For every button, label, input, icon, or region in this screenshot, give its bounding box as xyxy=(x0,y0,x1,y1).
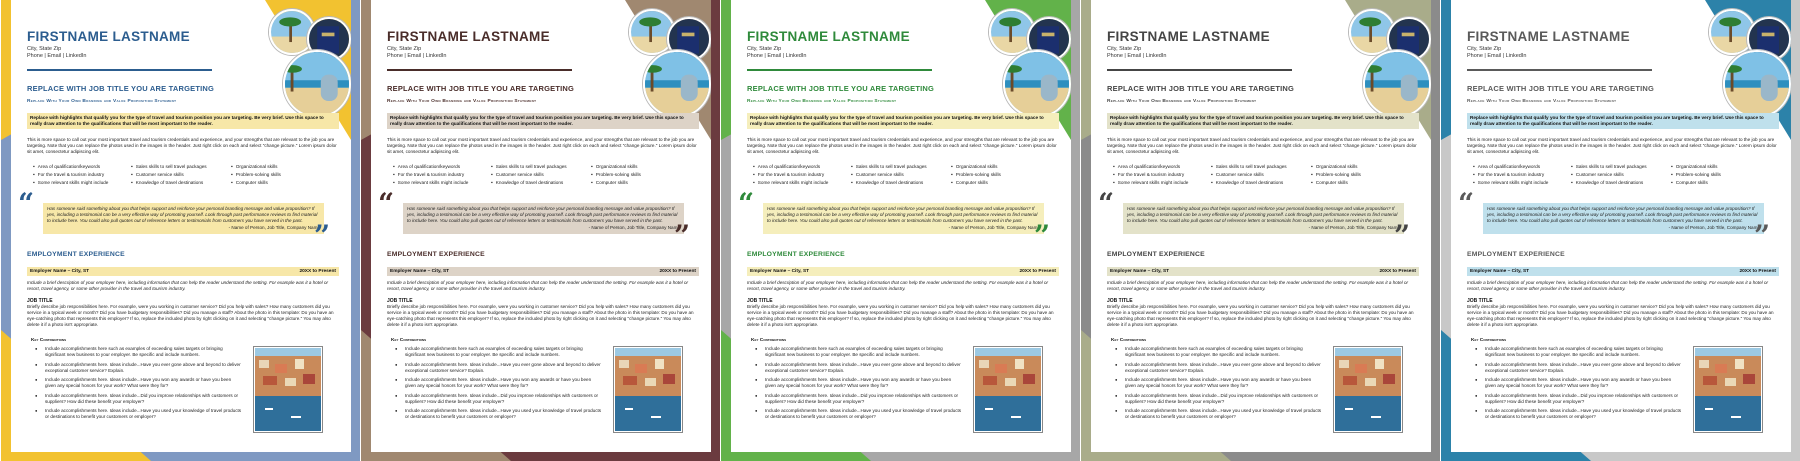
skill-item: ▪ Customer service skills xyxy=(131,171,241,179)
resume-variant[interactable] xyxy=(1081,0,1440,461)
links-line: Phone | Email | LinkedIn xyxy=(747,53,807,59)
skill-item: ▪ Area of qualification/keywords xyxy=(1473,163,1583,171)
skill-item: ▪ Customer service skills xyxy=(1211,171,1321,179)
candidate-name: FIRSTNAME LASTNAME xyxy=(747,29,910,44)
skill-item: ▪ Organizational skills xyxy=(1671,163,1781,171)
accomplishment-item: ● Include accomplishments here such as examples of exceeding sales targets or bringing significant new business to your employer. Be specific and include numbers. xyxy=(33,346,243,358)
testimonial-attribution: - Name of Person, Job Title, Company Name xyxy=(948,224,1040,230)
employer-name: Employer Name – City, ST xyxy=(1470,269,1530,274)
harbor-town-photo[interactable] xyxy=(613,346,683,433)
employment-dates: 20XX to Present xyxy=(1019,269,1056,274)
testimonial-box xyxy=(43,203,324,234)
employment-dates: 20XX to Present xyxy=(1379,269,1416,274)
accomplishment-item: ● Include accomplishments here. Ideas include...Have you ever gone above and beyond to deliver exceptional customer service? Explain. xyxy=(33,362,243,374)
accomplishment-item: ● Include accomplishments here. Ideas include...Did you improve relationships with customers or suppliers? How did these benefit your employer? xyxy=(1473,393,1683,405)
accomplishment-item: ● Include accomplishments here. Ideas include...Have you won any awards or have you been given any special honors for your work? What were they for? xyxy=(1113,377,1323,389)
skill-item: ▪ Organizational skills xyxy=(1311,163,1421,171)
skills-column xyxy=(753,163,863,188)
skill-item: ▪ Computer skills xyxy=(1311,179,1421,187)
skill-item: ▪ Organizational skills xyxy=(231,163,341,171)
accomplishment-item: ● Include accomplishments here. Ideas include...Did you improve relationships with customers or suppliers? How did these benefit your employer? xyxy=(393,393,603,405)
skill-item: ▪ Area of qualification/keywords xyxy=(393,163,503,171)
target-job-title: REPLACE WITH JOB TITLE YOU ARE TARGETING xyxy=(27,84,215,93)
skill-item: ▪ Organizational skills xyxy=(591,163,701,171)
accomplishment-item: ● Include accomplishments here. Ideas include...Did you improve relationships with customers or suppliers? How did these benefit your employer? xyxy=(753,393,963,405)
testimonial-text: Has someone said something about you that helps support and reinforce your personal branding message and value proposition? If yes, including a testimonial can be a very effective way of promoting yourself. Look through past performance reviews to find material to include here. You could also pull quotes out of reference letters or testimonials from customers you have served in the past. xyxy=(407,206,678,223)
skills-column xyxy=(851,163,961,188)
skill-item: ▪ Some relevant skills might include xyxy=(393,179,503,187)
open-quote-mark: “ xyxy=(738,187,755,220)
skill-item: ▪ Problem-solving skills xyxy=(231,171,341,179)
beach-vase-photo[interactable] xyxy=(1363,50,1431,118)
role-title: JOB TITLE xyxy=(27,298,53,304)
skill-item: ▪ Knowledge of travel destinations xyxy=(131,179,241,187)
experience-heading: EMPLOYMENT EXPERIENCE xyxy=(1467,251,1565,258)
beach-vase-photo[interactable] xyxy=(1003,50,1071,118)
skills-column xyxy=(591,163,701,188)
employment-dates: 20XX to Present xyxy=(299,269,336,274)
key-contributions-heading: Key Contributions xyxy=(751,338,787,343)
skill-item: ▪ Area of qualification/keywords xyxy=(753,163,863,171)
contact-block xyxy=(27,46,227,60)
harbor-town-photo[interactable] xyxy=(1693,346,1763,433)
harbor-town-photo[interactable] xyxy=(973,346,1043,433)
skill-item: ▪ For the travel & tourism industry xyxy=(1113,171,1223,179)
skills-column xyxy=(491,163,601,188)
links-line: Phone | Email | LinkedIn xyxy=(1467,53,1527,59)
skills-column xyxy=(231,163,341,188)
close-quote-mark: ” xyxy=(1034,219,1051,252)
branding-statement: Replace With Your Own Branding and Value Proposition Statement xyxy=(1107,99,1257,104)
company-description: Include a brief description of your employer here, including information that can help the reader understand the setting. For example was it a hotel or resort, travel agency, or some other provider in the travel and tourism industry. xyxy=(387,280,689,291)
skills-column xyxy=(1473,163,1583,188)
employment-dates: 20XX to Present xyxy=(659,269,696,274)
skill-item: ▪ For the travel & tourism industry xyxy=(1473,171,1583,179)
skill-item: ▪ Sales skills to sell travel packages xyxy=(131,163,241,171)
accomplishment-item: ● Include accomplishments here such as examples of exceeding sales targets or bringing significant new business to your employer. Be specific and include numbers. xyxy=(1473,346,1683,358)
skill-item: ▪ Customer service skills xyxy=(851,171,961,179)
role-description: Briefly describe job responsibilities here. For example, were you working in customer service? Did you help with sales? How many customers did you service in a typical week or month? Did you have budgetary responsibilities? Did you manage a staff? About the photo in this template: Do you have an eye-catching photo that represents this employer? If so, replace the included photo by right clicking on it and selecting "change picture." You may also delete it if a photo isn't appropriate. xyxy=(1467,304,1774,327)
resume-variant[interactable] xyxy=(721,0,1080,461)
testimonial-attribution: - Name of Person, Job Title, Company Name xyxy=(1668,224,1760,230)
testimonial-attribution: - Name of Person, Job Title, Company Name xyxy=(228,224,320,230)
skill-item: ▪ Problem-solving skills xyxy=(1311,171,1421,179)
open-quote-mark: “ xyxy=(1098,187,1115,220)
accomplishment-item: ● Include accomplishments here. Ideas include...Did you improve relationships with customers or suppliers? How did these benefit your employer? xyxy=(1113,393,1323,405)
contact-block xyxy=(1107,46,1307,60)
experience-heading: EMPLOYMENT EXPERIENCE xyxy=(387,251,485,258)
skill-item: ▪ Customer service skills xyxy=(491,171,601,179)
skills-column xyxy=(951,163,1061,188)
candidate-name: FIRSTNAME LASTNAME xyxy=(1467,29,1630,44)
role-title: JOB TITLE xyxy=(1107,298,1133,304)
resume-variant[interactable] xyxy=(1,0,360,461)
skill-item: ▪ Knowledge of travel destinations xyxy=(851,179,961,187)
city-line: City, State Zip xyxy=(747,46,782,52)
header-rule xyxy=(387,69,572,71)
role-title: JOB TITLE xyxy=(1467,298,1493,304)
highlights-box: Replace with highlights that qualify you for the type of travel and tourism position you are targeting. Be very brief. Use this space to really draw attention to the qualifications that will be most important to the reader. xyxy=(387,113,699,129)
skills-column xyxy=(1113,163,1223,188)
key-contributions-heading: Key Contributions xyxy=(31,338,67,343)
accomplishment-item: ● Include accomplishments here. Ideas include...Have you used your knowledge of travel products or destinations to benefit your customers or employer? xyxy=(1473,408,1683,420)
skills-column xyxy=(393,163,503,188)
skill-item: ▪ Sales skills to sell travel packages xyxy=(1211,163,1321,171)
skill-item: ▪ Customer service skills xyxy=(1571,171,1681,179)
skill-item: ▪ Some relevant skills might include xyxy=(33,179,143,187)
resume-variant[interactable] xyxy=(1441,0,1800,461)
resume-page xyxy=(1451,0,1791,452)
accomplishment-item: ● Include accomplishments here. Ideas include...Have you won any awards or have you been given any special honors for your work? What were they for? xyxy=(33,377,243,389)
role-description: Briefly describe job responsibilities here. For example, were you working in customer service? Did you help with sales? How many customers did you service in a typical week or month? Did you have budgetary responsibilities? Did you manage a staff? About the photo in this template: Do you have an eye-catching photo that represents this employer? If so, replace the included photo by right clicking on it and selecting "change picture." You may also delete it if a photo isn't appropriate. xyxy=(387,304,694,327)
company-description: Include a brief description of your employer here, including information that can help the reader understand the setting. For example was it a hotel or resort, travel agency, or some other provider in the travel and tourism industry. xyxy=(27,280,329,291)
employer-bar xyxy=(1107,267,1419,276)
skill-item: ▪ Area of qualification/keywords xyxy=(33,163,143,171)
header-rule xyxy=(747,69,932,71)
accomplishment-item: ● Include accomplishments here. Ideas include...Have you used your knowledge of travel products or destinations to benefit your customers or employer? xyxy=(753,408,963,420)
skill-item: ▪ For the travel & tourism industry xyxy=(393,171,503,179)
accomplishments-list xyxy=(753,346,963,424)
skill-item: ▪ Problem-solving skills xyxy=(1671,171,1781,179)
candidate-name: FIRSTNAME LASTNAME xyxy=(387,29,550,44)
accomplishment-item: ● Include accomplishments here. Ideas include...Have you won any awards or have you been given any special honors for your work? What were they for? xyxy=(1473,377,1683,389)
role-title: JOB TITLE xyxy=(387,298,413,304)
skill-item: ▪ Problem-solving skills xyxy=(951,171,1061,179)
testimonial-box xyxy=(403,203,684,234)
accomplishment-item: ● Include accomplishments here. Ideas include...Have you ever gone above and beyond to deliver exceptional customer service? Explain. xyxy=(753,362,963,374)
skill-item: ▪ Area of qualification/keywords xyxy=(1113,163,1223,171)
target-job-title: REPLACE WITH JOB TITLE YOU ARE TARGETING xyxy=(1467,84,1655,93)
highlights-box: Replace with highlights that qualify you for the type of travel and tourism position you are targeting. Be very brief. Use this space to really draw attention to the qualifications that will be most important to the reader. xyxy=(1107,113,1419,129)
city-line: City, State Zip xyxy=(387,46,422,52)
accomplishments-list xyxy=(33,346,243,424)
open-quote-mark: “ xyxy=(18,187,35,220)
links-line: Phone | Email | LinkedIn xyxy=(27,53,87,59)
close-quote-mark: ” xyxy=(314,219,331,252)
harbor-town-photo[interactable] xyxy=(253,346,323,433)
beach-vase-photo[interactable] xyxy=(283,50,351,118)
beach-vase-photo[interactable] xyxy=(643,50,711,118)
accomplishment-item: ● Include accomplishments here. Ideas include...Have you won any awards or have you been given any special honors for your work? What were they for? xyxy=(753,377,963,389)
branding-statement: Replace With Your Own Branding and Value Proposition Statement xyxy=(387,99,537,104)
accomplishments-list xyxy=(393,346,603,424)
skill-item: ▪ Sales skills to sell travel packages xyxy=(851,163,961,171)
role-title: JOB TITLE xyxy=(747,298,773,304)
summary-paragraph: This is more space to call out your most important travel and tourism credentials and experience, and your strengths that are relevant to the job you are targeting. Note that you can replace the photos used in the images in the header. Just right click on each and select "change picture." Lorem ipsum dolor sit amet, consectetur adipiscing elit. xyxy=(1467,137,1777,154)
experience-heading: EMPLOYMENT EXPERIENCE xyxy=(1107,251,1205,258)
role-description: Briefly describe job responsibilities here. For example, were you working in customer service? Did you help with sales? How many customers did you service in a typical week or month? Did you have budgetary responsibilities? Did you manage a staff? About the photo in this template: Do you have an eye-catching photo that represents this employer? If so, replace the included photo by right clicking on it and selecting "change picture." You may also delete it if a photo isn't appropriate. xyxy=(747,304,1054,327)
skill-item: ▪ Computer skills xyxy=(1671,179,1781,187)
skill-item: ▪ Knowledge of travel destinations xyxy=(491,179,601,187)
skill-item: ▪ For the travel & tourism industry xyxy=(33,171,143,179)
target-job-title: REPLACE WITH JOB TITLE YOU ARE TARGETING xyxy=(747,84,935,93)
accomplishment-item: ● Include accomplishments here. Ideas include...Have you ever gone above and beyond to deliver exceptional customer service? Explain. xyxy=(393,362,603,374)
resume-page xyxy=(1091,0,1431,452)
employer-bar xyxy=(387,267,699,276)
links-line: Phone | Email | LinkedIn xyxy=(1107,53,1167,59)
branding-statement: Replace With Your Own Branding and Value Proposition Statement xyxy=(27,99,177,104)
employer-name: Employer Name – City, ST xyxy=(1110,269,1170,274)
resume-page xyxy=(371,0,711,452)
testimonial-text: Has someone said something about you that helps support and reinforce your personal branding message and value proposition? If yes, including a testimonial can be a very effective way of promoting yourself. Look through past performance reviews to find material to include here. You could also pull quotes out of reference letters or testimonials from customers you have served in the past. xyxy=(767,206,1038,223)
company-description: Include a brief description of your employer here, including information that can help the reader understand the setting. For example was it a hotel or resort, travel agency, or some other provider in the travel and tourism industry. xyxy=(1107,280,1409,291)
testimonial-box xyxy=(763,203,1044,234)
testimonial-attribution: - Name of Person, Job Title, Company Name xyxy=(588,224,680,230)
beach-vase-photo[interactable] xyxy=(1723,50,1791,118)
experience-heading: EMPLOYMENT EXPERIENCE xyxy=(27,251,125,258)
highlights-box: Replace with highlights that qualify you for the type of travel and tourism position you are targeting. Be very brief. Use this space to really draw attention to the qualifications that will be most important to the reader. xyxy=(1467,113,1779,129)
employer-name: Employer Name – City, ST xyxy=(750,269,810,274)
candidate-name: FIRSTNAME LASTNAME xyxy=(1107,29,1270,44)
employer-bar xyxy=(27,267,339,276)
target-job-title: REPLACE WITH JOB TITLE YOU ARE TARGETING xyxy=(387,84,575,93)
accomplishment-item: ● Include accomplishments here. Ideas include...Have you used your knowledge of travel products or destinations to benefit your customers or employer? xyxy=(393,408,603,420)
testimonial-text: Has someone said something about you that helps support and reinforce your personal branding message and value proposition? If yes, including a testimonial can be a very effective way of promoting yourself. Look through past performance reviews to find material to include here. You could also pull quotes out of reference letters or testimonials from customers you have served in the past. xyxy=(47,206,318,223)
testimonial-attribution: - Name of Person, Job Title, Company Name xyxy=(1308,224,1400,230)
harbor-town-photo[interactable] xyxy=(1333,346,1403,433)
accomplishments-list xyxy=(1113,346,1323,424)
city-line: City, State Zip xyxy=(1107,46,1142,52)
accomplishment-item: ● Include accomplishments here such as examples of exceeding sales targets or bringing significant new business to your employer. Be specific and include numbers. xyxy=(753,346,963,358)
employer-name: Employer Name – City, ST xyxy=(390,269,450,274)
accomplishment-item: ● Include accomplishments here. Ideas include...Have you used your knowledge of travel products or destinations to benefit your customers or employer? xyxy=(33,408,243,420)
city-line: City, State Zip xyxy=(27,46,62,52)
city-line: City, State Zip xyxy=(1467,46,1502,52)
header-rule xyxy=(1467,69,1652,71)
skill-item: ▪ Computer skills xyxy=(591,179,701,187)
testimonial-box xyxy=(1123,203,1404,234)
skill-item: ▪ Some relevant skills might include xyxy=(1473,179,1583,187)
testimonial-text: Has someone said something about you that helps support and reinforce your personal branding message and value proposition? If yes, including a testimonial can be a very effective way of promoting yourself. Look through past performance reviews to find material to include here. You could also pull quotes out of reference letters or testimonials from customers you have served in the past. xyxy=(1487,206,1758,223)
skills-column xyxy=(1671,163,1781,188)
candidate-name: FIRSTNAME LASTNAME xyxy=(27,29,190,44)
header-rule xyxy=(27,69,212,71)
accomplishment-item: ● Include accomplishments here such as examples of exceeding sales targets or bringing significant new business to your employer. Be specific and include numbers. xyxy=(393,346,603,358)
accomplishments-list xyxy=(1473,346,1683,424)
skill-item: ▪ Sales skills to sell travel packages xyxy=(1571,163,1681,171)
skill-item: ▪ Sales skills to sell travel packages xyxy=(491,163,601,171)
key-contributions-heading: Key Contributions xyxy=(391,338,427,343)
skills-column xyxy=(33,163,143,188)
summary-paragraph: This is more space to call out your most important travel and tourism credentials and experience, and your strengths that are relevant to the job you are targeting. Note that you can replace the photos used in the images in the header. Just right click on each and select "change picture." Lorem ipsum dolor sit amet, consectetur adipiscing elit. xyxy=(27,137,337,154)
employer-bar xyxy=(747,267,1059,276)
highlights-box: Replace with highlights that qualify you for the type of travel and tourism position you are targeting. Be very brief. Use this space to really draw attention to the qualifications that will be most important to the reader. xyxy=(27,113,339,129)
summary-paragraph: This is more space to call out your most important travel and tourism credentials and experience, and your strengths that are relevant to the job you are targeting. Note that you can replace the photos used in the images in the header. Just right click on each and select "change picture." Lorem ipsum dolor sit amet, consectetur adipiscing elit. xyxy=(747,137,1057,154)
resume-variant[interactable] xyxy=(361,0,720,461)
company-description: Include a brief description of your employer here, including information that can help the reader understand the setting. For example was it a hotel or resort, travel agency, or some other provider in the travel and tourism industry. xyxy=(747,280,1049,291)
key-contributions-heading: Key Contributions xyxy=(1471,338,1507,343)
resume-page xyxy=(731,0,1071,452)
summary-paragraph: This is more space to call out your most important travel and tourism credentials and experience, and your strengths that are relevant to the job you are targeting. Note that you can replace the photos used in the images in the header. Just right click on each and select "change picture." Lorem ipsum dolor sit amet, consectetur adipiscing elit. xyxy=(387,137,697,154)
skill-item: ▪ Knowledge of travel destinations xyxy=(1571,179,1681,187)
employment-dates: 20XX to Present xyxy=(1739,269,1776,274)
highlights-box: Replace with highlights that qualify you for the type of travel and tourism position you are targeting. Be very brief. Use this space to really draw attention to the qualifications that will be most important to the reader. xyxy=(747,113,1059,129)
resume-page xyxy=(11,0,351,452)
skill-item: ▪ Some relevant skills might include xyxy=(753,179,863,187)
header-rule xyxy=(1107,69,1292,71)
key-contributions-heading: Key Contributions xyxy=(1111,338,1147,343)
contact-block xyxy=(1467,46,1667,60)
target-job-title: REPLACE WITH JOB TITLE YOU ARE TARGETING xyxy=(1107,84,1295,93)
skill-item: ▪ Computer skills xyxy=(951,179,1061,187)
skill-item: ▪ For the travel & tourism industry xyxy=(753,171,863,179)
accomplishment-item: ● Include accomplishments here. Ideas include...Did you improve relationships with customers or suppliers? How did these benefit your employer? xyxy=(33,393,243,405)
role-description: Briefly describe job responsibilities here. For example, were you working in customer service? Did you help with sales? How many customers did you service in a typical week or month? Did you have budgetary responsibilities? Did you manage a staff? About the photo in this template: Do you have an eye-catching photo that represents this employer? If so, replace the included photo by right clicking on it and selecting "change picture." You may also delete it if a photo isn't appropriate. xyxy=(1107,304,1414,327)
close-quote-mark: ” xyxy=(674,219,691,252)
skill-item: ▪ Computer skills xyxy=(231,179,341,187)
accomplishment-item: ● Include accomplishments here such as examples of exceeding sales targets or bringing significant new business to your employer. Be specific and include numbers. xyxy=(1113,346,1323,358)
branding-statement: Replace With Your Own Branding and Value Proposition Statement xyxy=(747,99,897,104)
links-line: Phone | Email | LinkedIn xyxy=(387,53,447,59)
skills-column xyxy=(1571,163,1681,188)
testimonial-text: Has someone said something about you that helps support and reinforce your personal branding message and value proposition? If yes, including a testimonial can be a very effective way of promoting yourself. Look through past performance reviews to find material to include here. You could also pull quotes out of reference letters or testimonials from customers you have served in the past. xyxy=(1127,206,1398,223)
employer-bar xyxy=(1467,267,1779,276)
experience-heading: EMPLOYMENT EXPERIENCE xyxy=(747,251,845,258)
skills-column xyxy=(1311,163,1421,188)
accomplishment-item: ● Include accomplishments here. Ideas include...Have you ever gone above and beyond to deliver exceptional customer service? Explain. xyxy=(1473,362,1683,374)
contact-block xyxy=(747,46,947,60)
accomplishment-item: ● Include accomplishments here. Ideas include...Have you ever gone above and beyond to deliver exceptional customer service? Explain. xyxy=(1113,362,1323,374)
summary-paragraph: This is more space to call out your most important travel and tourism credentials and experience, and your strengths that are relevant to the job you are targeting. Note that you can replace the photos used in the images in the header. Just right click on each and select "change picture." Lorem ipsum dolor sit amet, consectetur adipiscing elit. xyxy=(1107,137,1417,154)
skill-item: ▪ Problem-solving skills xyxy=(591,171,701,179)
role-description: Briefly describe job responsibilities here. For example, were you working in customer service? Did you help with sales? How many customers did you service in a typical week or month? Did you have budgetary responsibilities? Did you manage a staff? About the photo in this template: Do you have an eye-catching photo that represents this employer? If so, replace the included photo by right clicking on it and selecting "change picture." You may also delete it if a photo isn't appropriate. xyxy=(27,304,334,327)
close-quote-mark: ” xyxy=(1394,219,1411,252)
skills-column xyxy=(1211,163,1321,188)
accomplishment-item: ● Include accomplishments here. Ideas include...Have you won any awards or have you been given any special honors for your work? What were they for? xyxy=(393,377,603,389)
open-quote-mark: “ xyxy=(378,187,395,220)
company-description: Include a brief description of your employer here, including information that can help the reader understand the setting. For example was it a hotel or resort, travel agency, or some other provider in the travel and tourism industry. xyxy=(1467,280,1769,291)
accomplishment-item: ● Include accomplishments here. Ideas include...Have you used your knowledge of travel products or destinations to benefit your customers or employer? xyxy=(1113,408,1323,420)
skill-item: ▪ Some relevant skills might include xyxy=(1113,179,1223,187)
skill-item: ▪ Knowledge of travel destinations xyxy=(1211,179,1321,187)
skill-item: ▪ Organizational skills xyxy=(951,163,1061,171)
close-quote-mark: ” xyxy=(1754,219,1771,252)
open-quote-mark: “ xyxy=(1458,187,1475,220)
skills-column xyxy=(131,163,241,188)
employer-name: Employer Name – City, ST xyxy=(30,269,90,274)
contact-block xyxy=(387,46,587,60)
testimonial-box xyxy=(1483,203,1764,234)
branding-statement: Replace With Your Own Branding and Value Proposition Statement xyxy=(1467,99,1617,104)
